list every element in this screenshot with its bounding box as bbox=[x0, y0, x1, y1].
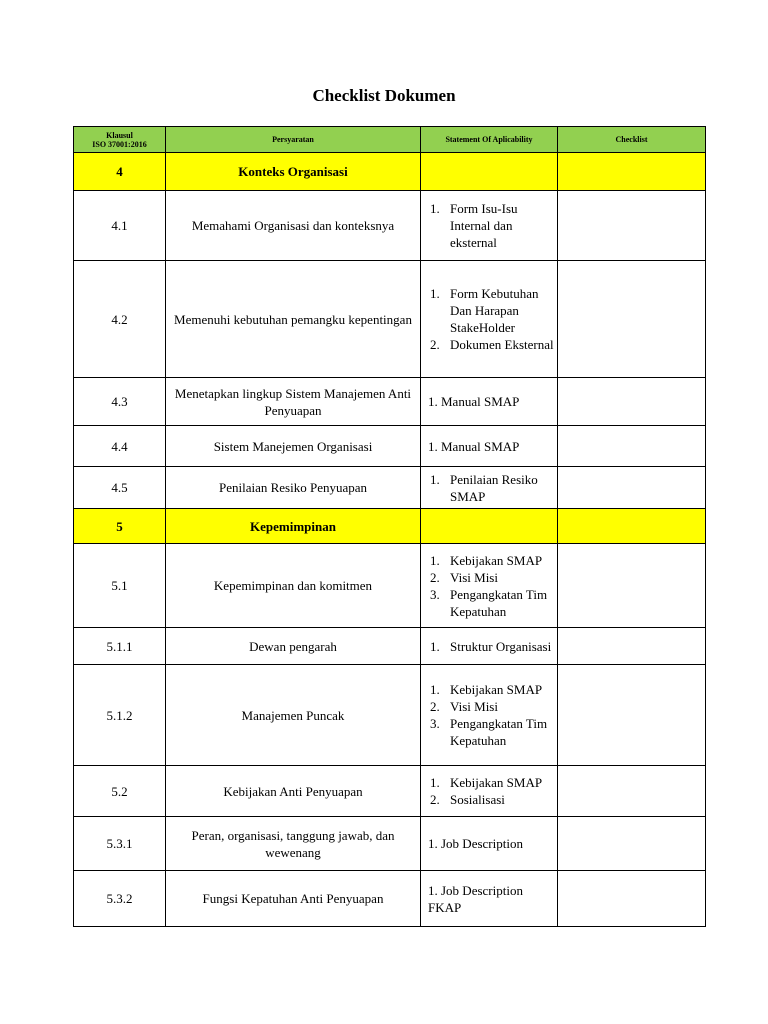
statement-item: Kebijakan SMAP bbox=[450, 552, 543, 568]
header-checklist: Checklist bbox=[558, 127, 706, 153]
header-statement: Statement Of Aplicability bbox=[421, 127, 558, 153]
statement-cell bbox=[421, 509, 558, 544]
clause-cell: 4.1 bbox=[74, 191, 166, 261]
header-klausul-label: Klausul bbox=[106, 130, 133, 140]
statement-text: 1. Job Description FKAP bbox=[428, 882, 523, 915]
section-row bbox=[74, 509, 706, 544]
statement-cell bbox=[421, 378, 558, 426]
statement-list bbox=[424, 681, 554, 749]
statement-item: Pengangkatan Tim Kepatuhan bbox=[450, 586, 548, 619]
statement-text: 1. Job Description bbox=[428, 836, 523, 851]
clause-cell: 4.4 bbox=[74, 426, 166, 467]
statement-item: Form Isu-Isu Internal dan eksternal bbox=[450, 201, 518, 250]
document-title: Checklist Dokumen bbox=[312, 86, 456, 105]
statement-cell bbox=[421, 191, 558, 261]
checklist-cell bbox=[558, 153, 706, 191]
statement-item: Pengangkatan Tim Kepatuhan bbox=[450, 716, 548, 748]
clause-cell: 5.1.1 bbox=[74, 628, 166, 665]
checklist-cell[interactable] bbox=[558, 426, 706, 467]
table-row bbox=[74, 871, 706, 927]
statement-item: Sosialisasi bbox=[450, 792, 505, 807]
requirement-cell: Konteks Organisasi bbox=[166, 153, 421, 191]
statement-cell bbox=[421, 817, 558, 871]
statement-list bbox=[424, 471, 554, 505]
statement-item: Penilaian Resiko SMAP bbox=[450, 471, 538, 504]
table-row bbox=[74, 766, 706, 817]
requirement-cell: Manajemen Puncak bbox=[166, 665, 421, 766]
requirement-cell: Menetapkan lingkup Sistem Manajemen Anti Penyuapan bbox=[166, 378, 421, 426]
clause-cell: 5.3.1 bbox=[74, 817, 166, 871]
statement-item: Visi Misi bbox=[450, 699, 498, 714]
statement-list bbox=[424, 285, 554, 353]
statement-text: 1. Manual SMAP bbox=[428, 394, 520, 409]
checklist-cell[interactable] bbox=[558, 766, 706, 817]
checklist-cell[interactable] bbox=[558, 261, 706, 378]
requirement-cell: Sistem Manejemen Organisasi bbox=[166, 426, 421, 467]
header-klausul bbox=[74, 127, 166, 153]
table-header-row bbox=[74, 127, 706, 153]
requirement-cell: Kebijakan Anti Penyuapan bbox=[166, 766, 421, 817]
statement-cell bbox=[421, 628, 558, 665]
statement-cell bbox=[421, 153, 558, 191]
statement-list bbox=[424, 638, 554, 655]
statement-cell bbox=[421, 544, 558, 628]
statement-item: Kebijakan SMAP bbox=[450, 775, 543, 790]
table-row bbox=[74, 467, 706, 509]
requirement-cell: Kepemimpinan bbox=[166, 509, 421, 544]
checklist-cell[interactable] bbox=[558, 665, 706, 766]
checklist-cell[interactable] bbox=[558, 817, 706, 871]
checklist-cell bbox=[558, 509, 706, 544]
clause-cell: 5.3.2 bbox=[74, 871, 166, 927]
statement-list bbox=[424, 200, 554, 251]
requirement-cell: Peran, organisasi, tanggung jawab, dan wewenang bbox=[166, 817, 421, 871]
requirement-cell: Dewan pengarah bbox=[166, 628, 421, 665]
clause-cell: 5.1 bbox=[74, 544, 166, 628]
clause-cell: 4.2 bbox=[74, 261, 166, 378]
table-row bbox=[74, 817, 706, 871]
statement-item: Dokumen Eksternal bbox=[450, 337, 554, 352]
checklist-cell[interactable] bbox=[558, 378, 706, 426]
statement-cell bbox=[421, 426, 558, 467]
requirement-cell: Penilaian Resiko Penyuapan bbox=[166, 467, 421, 509]
checklist-cell[interactable] bbox=[558, 191, 706, 261]
statement-text: 1. Manual SMAP bbox=[428, 438, 520, 454]
clause-cell: 4 bbox=[74, 153, 166, 191]
header-iso-label: ISO 37001:2016 bbox=[92, 139, 147, 149]
checklist-table bbox=[73, 126, 706, 927]
statement-item: Visi Misi bbox=[450, 569, 498, 585]
table-row bbox=[74, 665, 706, 766]
statement-cell bbox=[421, 261, 558, 378]
checklist-cell[interactable] bbox=[558, 544, 706, 628]
clause-cell: 4.5 bbox=[74, 467, 166, 509]
checklist-cell[interactable] bbox=[558, 871, 706, 927]
statement-cell bbox=[421, 871, 558, 927]
table-row bbox=[74, 191, 706, 261]
table-row bbox=[74, 261, 706, 378]
clause-cell: 4.3 bbox=[74, 378, 166, 426]
header-persyaratan: Persyaratan bbox=[166, 127, 421, 153]
section-row bbox=[74, 153, 706, 191]
clause-cell: 5.1.2 bbox=[74, 665, 166, 766]
requirement-cell: Kepemimpinan dan komitmen bbox=[166, 544, 421, 628]
statement-cell bbox=[421, 665, 558, 766]
statement-item: Kebijakan SMAP bbox=[450, 682, 543, 697]
table-row bbox=[74, 378, 706, 426]
clause-cell: 5.2 bbox=[74, 766, 166, 817]
checklist-cell[interactable] bbox=[558, 628, 706, 665]
statement-item: Struktur Organisasi bbox=[450, 638, 552, 654]
checklist-cell[interactable] bbox=[558, 467, 706, 509]
clause-cell: 5 bbox=[74, 509, 166, 544]
requirement-cell: Memenuhi kebutuhan pemangku kepentingan bbox=[166, 261, 421, 378]
table-row bbox=[74, 426, 706, 467]
statement-list bbox=[424, 774, 554, 808]
statement-cell bbox=[421, 766, 558, 817]
table-row bbox=[74, 544, 706, 628]
requirement-cell: Memahami Organisasi dan konteksnya bbox=[166, 191, 421, 261]
statement-item: Form Kebutuhan Dan Harapan StakeHolder bbox=[450, 286, 539, 335]
statement-cell bbox=[421, 467, 558, 509]
requirement-cell: Fungsi Kepatuhan Anti Penyuapan bbox=[166, 871, 421, 927]
statement-list bbox=[424, 552, 554, 620]
table-row bbox=[74, 628, 706, 665]
